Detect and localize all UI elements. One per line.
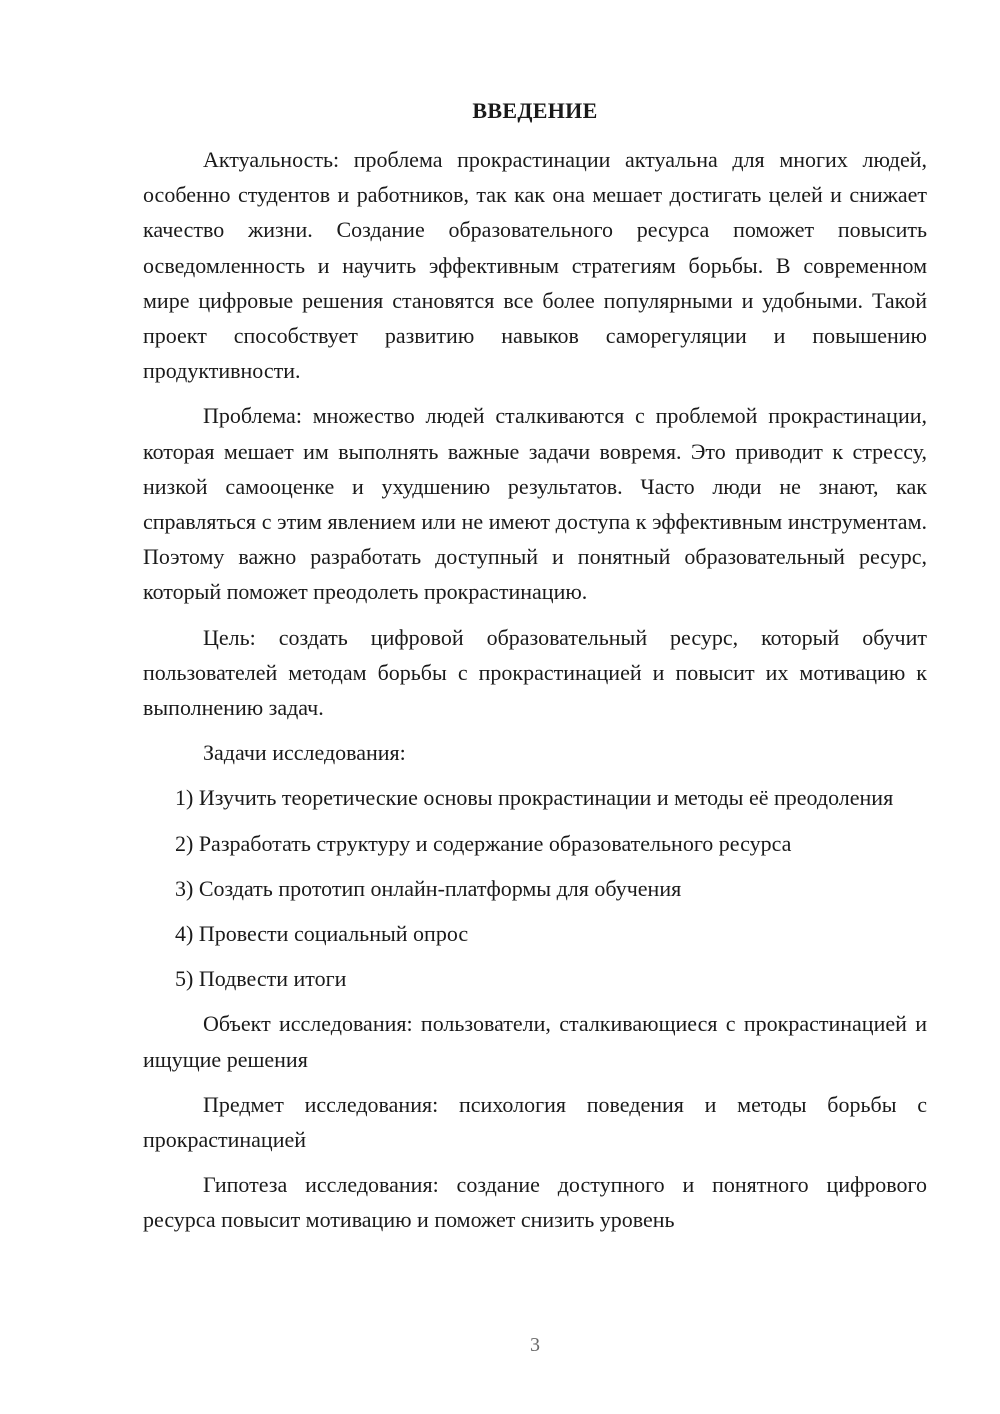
list-item-task-3: 3) Создать прототип онлайн-платформы для обучения	[175, 875, 682, 901]
paragraph-goal: Цель: создать цифровой образовательный ресурс, который обучит пользователей методам борьбы с прокрастинацией и повысит их мотивацию к выполнению задач.	[143, 624, 927, 721]
paragraph-problem: Проблема: множество людей сталкиваются с проблемой прокрастинации, которая мешает им выполнять важные задачи вовремя. Это приводит к стрессу, низкой самооценке и ухудшению результатов. Часто люди не знают, как справляться с этим явлением или не имеют доступа к эффективным инструментам. Поэтому важно разработать доступный и понятный образовательный ресурс, который поможет преодолеть прокрастинацию.	[143, 403, 927, 605]
list-item-task-2: 2) Разработать структуру и содержание образовательного ресурса	[175, 830, 792, 856]
document-body	[143, 142, 927, 1248]
paragraph-object: Объект исследования: пользователи, сталкивающиеся с прокрастинацией и ищущие решения	[143, 1011, 927, 1072]
section-heading: ВВЕДЕНИЕ	[472, 98, 598, 123]
list-item-task-1: 1) Изучить теоретические основы прокрастинации и методы её преодоления	[175, 785, 894, 811]
list-item-task-4: 4) Провести социальный опрос	[175, 921, 469, 947]
paragraph-hypothesis: Гипотеза исследования: создание доступного и понятного цифрового ресурса повысит мотивацию и поможет снизить уровень	[143, 1172, 927, 1233]
page-number: 3	[530, 1334, 540, 1356]
document-page	[143, 0, 927, 1414]
paragraph-tasks-heading: Задачи исследования:	[203, 740, 406, 766]
list-item-task-5: 5) Подвести итоги	[175, 966, 347, 992]
paragraph-relevance: Актуальность: проблема прокрастинации актуальна для многих людей, особенно студентов и работников, так как она мешает достигать целей и снижает качество жизни. Создание образовательного ресурса поможет повысить осведомленность и научить эффективным стратегиям борьбы. В современном мире цифровые решения становятся все более популярными и удобными. Такой проект способствует развитию навыков саморегуляции и повышению продуктивности.	[143, 147, 927, 384]
paragraph-subject: Предмет исследования: психология поведения и методы борьбы с прокрастинацией	[143, 1091, 927, 1153]
